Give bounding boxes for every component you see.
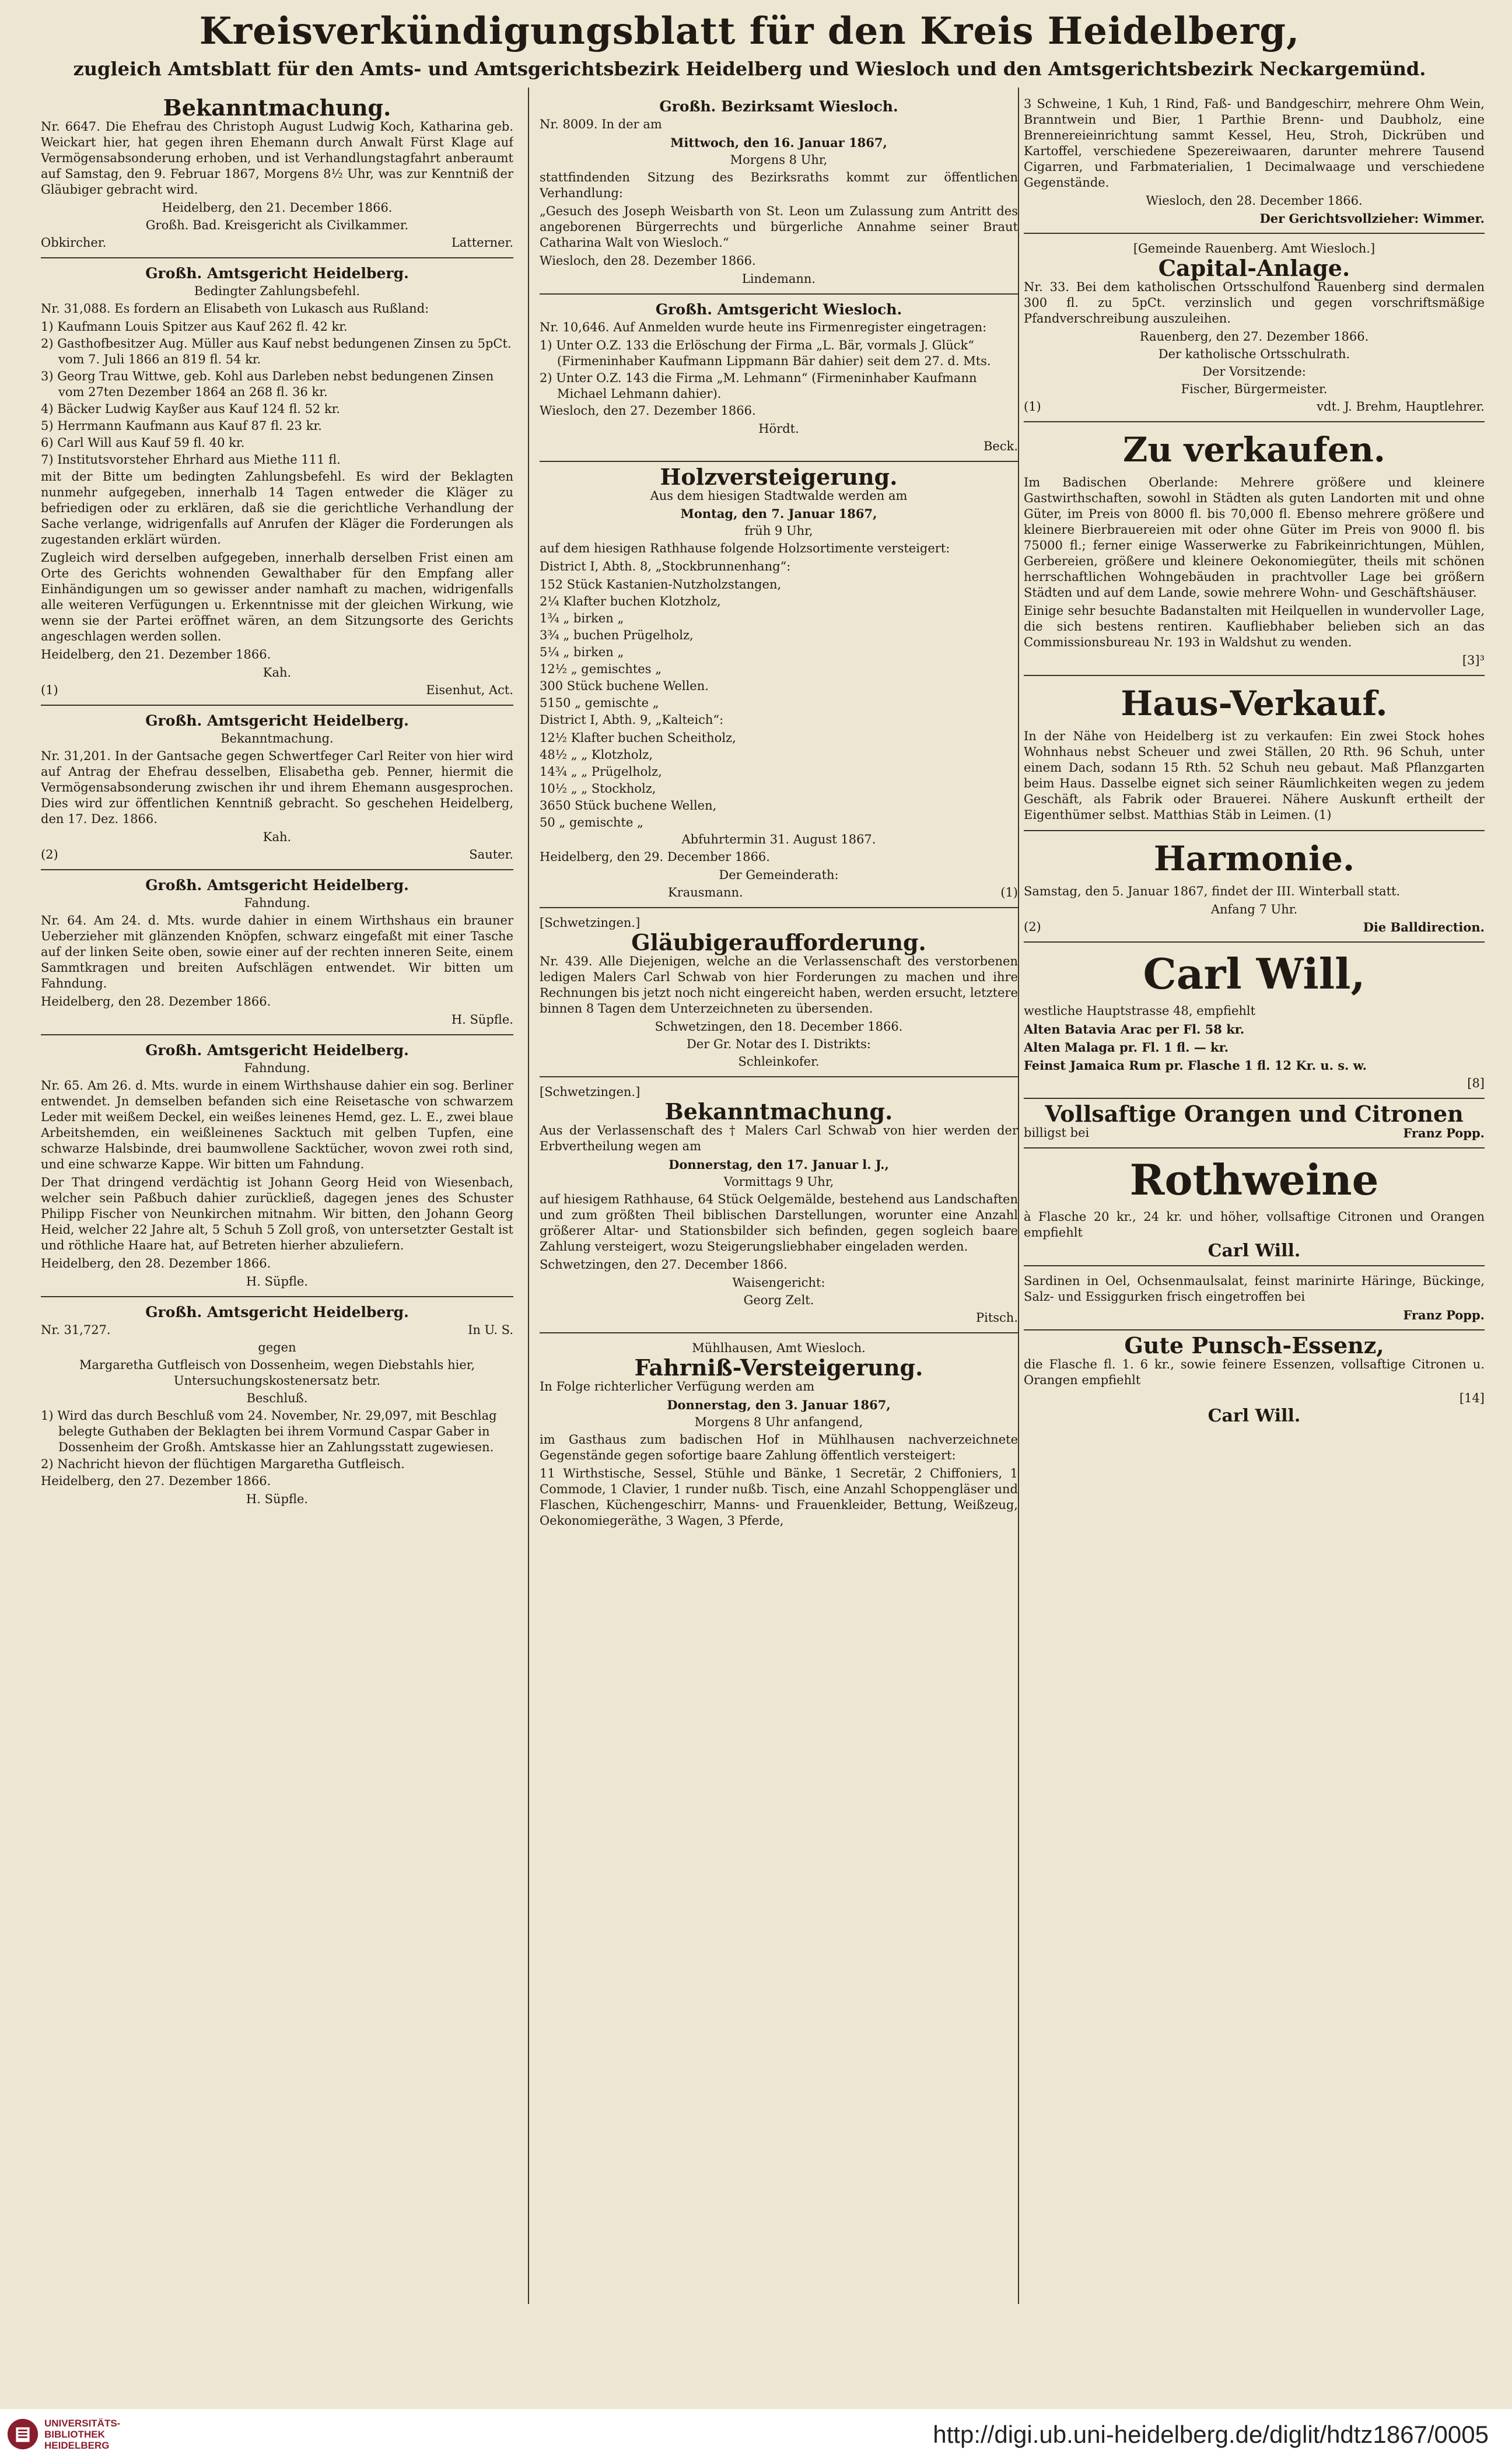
ad-mark: [8] (1467, 1076, 1485, 1090)
notice-subheading: Bedingter Zahlungsbefehl. (194, 284, 360, 298)
notice-body: Nr. 64. Am 24. d. Mts. wurde dahier in einem Wirthshaus ein brauner Ueberzieher mit glänzenden Knöpfen, schwarz eingefaßt mit einer Tasche auf der linken Seite oben, sowie einer auf der rechten inneren Seite, einem Sammtkragen und breiten Aufschlägen entwendet. Wir bitten um Fahndung. (41, 913, 513, 990)
notice-council: Der Gemeinderath: (719, 868, 839, 882)
notice-fahrniss-continued (1024, 96, 1485, 234)
notice-place-date: Heidelberg, den 21. December 1866. (162, 201, 393, 215)
ad-body: die Flasche fl. 1. 6 kr., sowie feinere Essenzen, vollsaftige Citronen u. Orangen empfiehlt (1024, 1357, 1485, 1387)
notice-items: 11 Wirthstische, Sessel, Stühle und Bänke, 1 Secretär, 2 Chiffoniers, 1 Commode, 1 Clavier, 1 runder nußb. Tisch, eine Anzahl Schoppengläser und Flaschen, Küchengeschirr, Manns- und Frauenkleider, Bettung, Weißzeug, Oekonomiegeräthe, 3 Wagen, 3 Pferde, (540, 1466, 1018, 1528)
notice-body: Nr. 65. Am 26. d. Mts. wurde in einem Wirthshause dahier ein sog. Berliner entwendet. Jn demselben befanden sich eine Reisetasche von schwarzem Leder mit weißem Deckel, ein weißes leinenes Hemd, gez. L. E., zwei blaue Arbeitshemden, ein weißleinenes Sacktuch mit gelben Tupfen, eine schwarze Halsbinde, drei baumwollene Sacktücher, wovon zwei roth sind, und eine schwarze Kappe. Wir bitten um Fahndung. (41, 1079, 513, 1171)
footer-bar (0, 2409, 1512, 2458)
notice-signature: Der Gerichtsvollzieher: Wimmer. (1259, 211, 1485, 226)
ad-heading: Gute Punsch-Essenz, (1124, 1332, 1384, 1358)
notice-mark: (2) (41, 848, 58, 862)
notice-against: gegen (258, 1340, 296, 1354)
notice-heading: Großh. Amtsgericht Heidelberg. (145, 712, 409, 729)
notice-quote: „Gesuch des Joseph Weisbarth von St. Leon um Zulassung zum Antritt des angeborenen Bürgerrechts und bürgerliche Annahme seiner Braut Catharina Walt von Wiesloch.“ (540, 204, 1018, 250)
notice-time: Morgens 8 Uhr, (730, 153, 828, 167)
notice-heading: Großh. Amtsgericht Heidelberg. (145, 265, 409, 282)
notice-body: Der That dringend verdächtig ist Johann Georg Heid von Wiesenbach, welcher sein Paßbuch dahier zurückließ, dagegen jenes des Schuster Philipp Fischer von Neunkirchen mitnahm. Wir bitten, den Johann Georg Heid, welcher 22 Jahre alt, 5 Schuh 5 Zoll groß, von untersetzter Gestalt ist und röthliche Haare hat, auf Betreten hierher abzuliefern. (41, 1175, 513, 1252)
ad-body: Einige sehr besuchte Badanstalten mit Heilquellen in wundervoller Lage, die sich bestens rentiren. Kaufliebhaber belieben sich an das Commissionsbureau Nr. 193 in Waldshut zu wenden. (1024, 604, 1485, 649)
notice-fahndung-coat (41, 877, 513, 1035)
ad-body: billigst bei (1024, 1126, 1090, 1140)
notice-time: Vormittags 9 Uhr, (723, 1175, 834, 1189)
ad-signature: Carl Will. (1208, 1241, 1301, 1261)
ad-punsch (1024, 1332, 1485, 1430)
ad-body: Im Badischen Oberlande: Mehrere größere und kleinere Gastwirthschaften, sowohl in Städten als guten Landorten mit und ohne Güter, im Preis von 8000 fl. bis 70,000 fl. Ebenso mehrere größere und kleinere Bierbrauereien mit oder ohne Güter im Preis von 9000 fl. bis 75000 fl.; ferner einige Wasserwerke zu Fabrikeinrichtungen, Mühlen, Gerbereien, größere und kleinere Oekonomiegüter, theils mit schönen herrschaftlichen Wohngebäuden in prachtvoller Lage bei größern Städten und auf dem Lande, sowie mehrere Wohn- und Geschäftshäuser. (1024, 475, 1485, 600)
notice-payment-order (41, 265, 513, 706)
notice-signature: Lindemann. (741, 272, 816, 286)
wood-item: 3650 Stück buchene Wellen, (540, 799, 717, 813)
notice-signature: Obkircher. (41, 236, 107, 250)
ad-price-line: Alten Malaga pr. Fl. 1 fl. — kr. (1024, 1040, 1229, 1055)
notice-council: Der katholische Ortsschulrath. (1158, 347, 1350, 361)
ad-sardinen (1024, 1273, 1485, 1330)
notice-lead: In Folge richterlicher Verfügung werden am (540, 1379, 815, 1393)
claim-item: 3) Georg Trau Wittwe, geb. Kohl aus Darleben nebst bedungenen Zinsen vom 27ten Dezember 1864 an 268 fl. 36 kr. (41, 369, 494, 399)
claim-item: 1) Kaufmann Louis Spitzer aus Kauf 262 fl. 42 kr. (41, 320, 348, 334)
notice-place-date: Heidelberg, den 28. Dezember 1866. (41, 995, 271, 1009)
notice-body: auf hiesigem Rathhause, 64 Stück Oelgemälde, bestehend aus Landschaften und zum größten Theil biblischen Darstellungen, worunter eine Anzahl größerer Altar- und Stationsbilder sich befinden, gegen sogleich baare Zahlung versteigert, wozu Steigerungsliebhaber eingeladen werden. (540, 1192, 1018, 1253)
notice-office: Waisengericht: (732, 1276, 825, 1290)
ad-mark: [14] (1459, 1391, 1485, 1405)
notice-mark: (1) (1000, 885, 1018, 899)
wood-item: 14¾ „ „ Prügelholz, (540, 765, 662, 779)
wood-item: 48½ „ „ Klotzholz, (540, 748, 653, 762)
column-divider (1018, 87, 1019, 2304)
notice-place-date: Wiesloch, den 28. December 1866. (1146, 194, 1363, 208)
notice-signature: Sauter. (469, 848, 513, 862)
wood-item: 12½ Klafter buchen Scheitholz, (540, 731, 736, 745)
notice-time: Morgens 8 Uhr anfangend, (694, 1415, 863, 1429)
notice-heading: Großh. Amtsgericht Wiesloch. (655, 301, 902, 318)
notice-place-date: Heidelberg, den 29. December 1866. (540, 850, 770, 864)
notice-body: Nr. 33. Bei dem katholischen Ortsschulfond Rauenberg sind dermalen 300 fl. zu 5pCt. verzinslich und gegen vorschriftsmäßige Pfandverschreibung auszuleihen. (1024, 280, 1485, 325)
notice-body: Nr. 439. Alle Diejenigen, welche an die Verlassenschaft des verstorbenen ledigen Malers Carl Schwab von hier Forderungen zu machen und ihre Rechnungen bis jetzt noch nicht eingereicht haben, werden ersucht, letztere binnen 8 Tagen dem Unterzeichneten zu übersenden. (540, 954, 1018, 1016)
ad-haus-verkauf (1024, 683, 1485, 831)
notice-reference: In U. S. (468, 1323, 513, 1337)
notice-date: Donnerstag, den 3. Januar 1867, (667, 1398, 891, 1412)
notice-place-date: Rauenberg, den 27. Dezember 1866. (1139, 330, 1369, 344)
notice-signature: H. Süpfle. (246, 1492, 309, 1506)
wood-item: 152 Stück Kastanien-Nutzholzstangen, (540, 577, 782, 591)
claim-item: 6) Carl Will aus Kauf 59 fl. 40 kr. (41, 436, 245, 450)
ad-signature: Franz Popp. (1403, 1126, 1485, 1140)
notice-firmenregister (540, 302, 1018, 462)
notice-heading: Großh. Amtsgericht Heidelberg. (145, 1304, 409, 1321)
notice-time: früh 9 Uhr, (744, 524, 813, 538)
notice-body: im Gasthaus zum badischen Hof in Mühlhausen nachverzeichnete Gegenstände gegen sofortige baare Zahlung öffentlich versteigert: (540, 1433, 1018, 1462)
ad-address: westliche Hauptstrasse 48, empfiehlt (1024, 1004, 1256, 1018)
notice-signature: Kah. (262, 666, 292, 680)
notice-gemaelde (540, 1084, 1018, 1333)
ad-body: In der Nähe von Heidelberg ist zu verkaufen: Ein zwei Stock hohes Wohnhaus nebst Scheuer und zwei Ställen, 20 Rth. 96 Schuh, unter einem Dach, sodann 15 Rth. 52 Schuh neu gebaut. Maß Pflanzgarten beim Haus. Dasselbe eignet sich seiner Räumlichkeiten wegen zu jedem Geschäft, als Fabrik oder Brauerei. Nähere Auskunft ertheilt der Eigenthümer selbst. Matthias Stäb in Leimen. (1) (1024, 729, 1485, 822)
ad-signature: Franz Popp. (1403, 1308, 1485, 1322)
register-item: 2) Unter O.Z. 143 die Firma „M. Lehmann“ (Firmeninhaber Kaufmann Michael Lehmann dahier). (540, 371, 977, 401)
column-divider (528, 87, 529, 2304)
column-right (1024, 96, 1485, 2301)
notice-body: mit der Bitte um bedingten Zahlungsbefehl. Es wird der Beklagten nunmehr aufgegeben, innerhalb 14 Tagen entweder die Kläger zu befriedigen oder zu erklären, daß sie die gerichtliche Verhandlung der Sache verlange, widrigenfalls auf Anrufen der Kläger die Forderungen als zugestanden erklärt würden. (41, 470, 513, 547)
notice-mark: (1) (1024, 400, 1041, 414)
decision-item: 1) Wird das durch Beschluß vom 24. November, Nr. 29,097, mit Beschlag belegte Guthaben der Beklagten bei ihrem Vormund Caspar Gaber in Dossenheim der Großh. Amtskasse hier an Zahlungsstatt zugewiesen. (41, 1409, 497, 1454)
notice-heading: Fahrniß-Versteigerung. (634, 1354, 923, 1381)
column-middle (540, 96, 1018, 2301)
ad-time: Anfang 7 Uhr. (1210, 902, 1298, 916)
wood-item: 2¼ Klafter buchen Klotzholz, (540, 594, 721, 608)
notice-signature: H. Süpfle. (451, 1013, 513, 1027)
notice-subheading: Fahndung. (244, 1061, 310, 1075)
notice-signature: Hördt. (758, 422, 799, 436)
notice-body: Nr. 31,201. In der Gantsache gegen Schwertfeger Carl Reiter von hier wird auf Antrag der Ehefrau desselben, Elisabetha geb. Penner, hiermit die Vermögensabsonderung zwischen ihr und ihrem Ehemann ausgesprochen. Dies wird zur öffentlichen Kenntniß gebracht. So geschehen Heidelberg, den 17. Dez. 1866. (41, 749, 513, 826)
notice-signature: Georg Zelt. (743, 1293, 814, 1307)
notice-signature: Pitsch. (975, 1311, 1018, 1325)
ad-mark: [3]³ (1462, 653, 1485, 667)
notice-place-date: Wiesloch, den 28. Dezember 1866. (540, 254, 756, 268)
ad-heading: Haus-Verkauf. (1121, 684, 1388, 723)
ad-rothweine (1024, 1156, 1485, 1266)
notice-court: Großh. Bad. Kreisgericht als Civilkammer. (145, 218, 409, 232)
wood-item: 1¾ „ birken „ (540, 611, 624, 625)
notice-lead: Aus der Verlassenschaft des † Malers Carl Schwab von hier werden der Erbvertheilung wegen am (540, 1123, 1018, 1153)
notice-place: [Schwetzingen.] (540, 916, 640, 930)
notice-signature: Eisenhut, Act. (426, 683, 513, 697)
notice-divorce-koch (41, 96, 513, 258)
ad-carl-will-spirits (1024, 950, 1485, 1099)
decision-item: 2) Nachricht hievon der flüchtigen Margaretha Gutfleisch. (41, 1457, 405, 1471)
notice-place-date: Heidelberg, den 28. Dezember 1866. (41, 1256, 271, 1270)
notice-office: Der Gr. Notar des I. Distrikts: (686, 1037, 872, 1051)
wood-item: 10½ „ „ Stockholz, (540, 782, 656, 796)
ad-body: Samstag, den 5. Januar 1867, findet der III. Winterball statt. (1024, 884, 1401, 898)
notice-bezirksrath (540, 99, 1018, 295)
notice-body: Nr. 6647. Die Ehefrau des Christoph August Ludwig Koch, Katharina geb. Weickart hier, hat gegen ihren Ehemann durch Anwalt Fürst Klage auf Vermögensabsonderung erhoben, und ist Verhandlungstagfahrt anberaumt auf Samstag, den 9. Februar 1867, Morgens 8½ Uhr, was zur Kenntniß der Gläubiger gebracht wird. (41, 120, 513, 197)
district-heading: District I, Abth. 9, „Kalteich“: (540, 713, 724, 727)
notice-heading: Großh. Amtsgericht Heidelberg. (145, 877, 409, 894)
wood-item: 50 „ gemischte „ (540, 815, 643, 829)
ad-signature: Die Balldirection. (1363, 920, 1485, 934)
newspaper-subtitle: zugleich Amtsblatt für den Amts- und Amtsgerichtsbezirk Heidelberg und Wiesloch und den Amtsgerichtsbezirk Neckargemünd. (73, 58, 1426, 80)
notice-lead: Nr. 8009. In der am (540, 117, 662, 131)
newspaper-title: Kreisverkündigungsblatt für den Kreis Heidelberg, (199, 9, 1300, 53)
wood-item: 300 Stück buchene Wellen. (540, 679, 709, 693)
notice-signature: Schleinkofer. (738, 1055, 820, 1069)
notice-fahndung-heid (41, 1042, 513, 1297)
notice-capital (1024, 241, 1485, 422)
claim-item: 7) Institutsvorsteher Ehrhard aus Miethe 111 fl. (41, 453, 341, 467)
ad-heading: Rothweine (1129, 1155, 1379, 1205)
wood-item: 12½ „ gemischtes „ (540, 662, 662, 676)
column-left (41, 96, 513, 2301)
notice-place-date: Wiesloch, den 27. Dezember 1866. (540, 404, 756, 418)
notice-heading: Holzversteigerung. (660, 464, 898, 490)
ad-price-line: Alten Batavia Arac per Fl. 58 kr. (1024, 1022, 1245, 1037)
notice-intro: Nr. 31,088. Es fordern an Elisabeth von Lukasch aus Rußland: (41, 302, 429, 316)
notice-date: Donnerstag, den 17. Januar l. J., (668, 1157, 889, 1172)
register-item: 1) Unter O.Z. 133 die Erlöschung der Firma „L. Bär, vormals J. Glück“ (Firmeninhaber Kaufmann Lippmann Bär dahier) seit dem 27. d. Mts. (540, 338, 991, 368)
library-logo-text: UNIVERSITÄTS- BIBLIOTHEK HEIDELBERG (44, 2417, 121, 2451)
ad-price-line: Feinst Jamaica Rum pr. Flasche 1 fl. 12 Kr. u. s. w. (1024, 1058, 1367, 1073)
notice-heading: Bekanntmachung. (664, 1098, 893, 1125)
notice-signature: H. Süpfle. (246, 1274, 309, 1288)
notice-party: Margaretha Gutfleisch von Dossenheim, wegen Diebstahls hier, Untersuchungskostenersatz betr. (79, 1358, 475, 1388)
ad-heading: Vollsaftige Orangen und Citronen (1045, 1101, 1464, 1127)
notice-chair: Der Vorsitzende: (1202, 365, 1306, 379)
claim-item: 5) Herrmann Kaufmann aus Kauf 87 fl. 23 kr. (41, 419, 322, 433)
notice-heading: Gläubigeraufforderung. (631, 929, 926, 955)
wood-item: 3¾ „ buchen Prügelholz, (540, 628, 694, 642)
ad-harmonie (1024, 838, 1485, 943)
ad-body: à Flasche 20 kr., 24 kr. und höher, vollsaftige Citronen und Orangen empfiehlt (1024, 1210, 1485, 1239)
notice-signature: Fischer, Bürgermeister. (1181, 382, 1328, 396)
notice-decision: Beschluß. (246, 1391, 308, 1405)
masthead (35, 6, 1464, 80)
notice-heading: Bekanntmachung. (163, 96, 391, 121)
notice-body: Nr. 10,646. Auf Anmelden wurde heute ins Firmenregister eingetragen: (540, 320, 987, 334)
notice-glaeubigeraufforderung (540, 915, 1018, 1077)
notice-holzversteigerung (540, 464, 1018, 908)
digitization-url-link[interactable]: http://digi.ub.uni-heidelberg.de/diglit/hdtz1867/0005 (933, 2421, 1489, 2448)
ad-heading: Harmonie. (1153, 839, 1355, 878)
notice-signature: Kah. (262, 830, 292, 844)
wood-item: 5¼ „ birken „ (540, 645, 624, 659)
library-logo[interactable] (6, 2414, 187, 2455)
notice-lead: Aus dem hiesigen Stadtwalde werden am (650, 489, 908, 503)
wood-item: 5150 „ gemischte „ (540, 696, 659, 710)
notice-heading: Großh. Bezirksamt Wiesloch. (659, 98, 898, 115)
notice-mark: (1) (41, 683, 58, 697)
notice-subheading: Fahndung. (244, 896, 310, 910)
ad-body: Sardinen in Oel, Ochsenmaulsalat, feinst marinirte Häringe, Bückinge, Salz- und Essiggurken frisch eingetroffen bei (1024, 1274, 1485, 1304)
ad-heading: Zu verkaufen. (1122, 430, 1385, 470)
notice-body: Zugleich wird derselben aufgegeben, innerhalb derselben Frist einen am Orte des Gerichts wohnenden Gewalthaber für den Empfang aller Einhändigungen um so gewisser ander namhaft zu machen, widrigenfalls alle weiteren Verfügungen u. Erkenntnisse mit der gleichen Wirkung, wie wenn sie der Partei eröffnet wären, an dem Sitzungsorte des Gerichts angeschlagen werden sollen. (41, 551, 513, 643)
notice-place: Mühlhausen, Amt Wiesloch. (692, 1341, 866, 1355)
notice-signature: Beck. (983, 439, 1018, 453)
notice-heading: Capital-Anlage. (1158, 255, 1350, 281)
district-heading: District I, Abth. 8, „Stockbrunnenhang“: (540, 559, 791, 573)
notice-heading: Großh. Amtsgericht Heidelberg. (145, 1042, 409, 1059)
ad-mark: (2) (1024, 920, 1041, 934)
notice-place-date: Heidelberg, den 27. Dezember 1866. (41, 1474, 271, 1488)
notice-gant-reiter (41, 713, 513, 870)
notice-gutfleisch (41, 1304, 513, 1514)
ad-heading: Carl Will, (1143, 949, 1366, 999)
claim-item: 2) Gasthofbesitzer Aug. Müller aus Kauf nebst bedungenen Zinsen zu 5pCt. vom 7. Juli 1866 an 819 fl. 54 kr. (41, 337, 512, 366)
notice-subheading: Bekanntmachung. (220, 731, 334, 745)
notice-place: [Gemeinde Rauenberg. Amt Wiesloch.] (1133, 241, 1376, 255)
ad-zu-verkaufen (1024, 429, 1485, 676)
notice-date: Montag, den 7. Januar 1867, (680, 506, 877, 521)
notice-reference: Nr. 31,727. (41, 1323, 111, 1337)
notice-place-date: Schwetzingen, den 27. December 1866. (540, 1258, 788, 1272)
ad-orangen (1024, 1101, 1485, 1149)
notice-place: [Schwetzingen.] (540, 1085, 640, 1099)
notice-body: auf dem hiesigen Rathhause folgende Holzsortimente versteigert: (540, 541, 950, 555)
notice-deadline: Abfuhrtermin 31. August 1867. (681, 832, 876, 846)
notice-place-date: Heidelberg, den 21. Dezember 1866. (41, 647, 271, 661)
notice-date: Mittwoch, den 16. Januar 1867, (670, 135, 887, 150)
notice-signature: Krausmann. (668, 885, 743, 899)
ad-signature: Carl Will. (1208, 1406, 1301, 1426)
notice-body: stattfindenden Sitzung des Bezirksraths kommt zur öffentlichen Verhandlung: (540, 170, 1018, 200)
notice-signature: vdt. J. Brehm, Hauptlehrer. (1317, 400, 1485, 414)
notice-place-date: Schwetzingen, den 18. December 1866. (654, 1020, 903, 1034)
notice-body: 3 Schweine, 1 Kuh, 1 Rind, Faß- und Bandgeschirr, mehrere Ohm Wein, Branntwein und Bier, 1 Parthie Brenn- und Daubholz, eine Brennereieinrichtung sammt Kessel, Heu, Stroh, Dickrüben und Kartoffel, verschiedene Spezereiwaaren, darunter mehrere Tausend Cigarren, und Farbmaterialien, 1 Decimalwaage und verschiedene Gegenstände. (1024, 97, 1485, 190)
notice-fahrniss (540, 1340, 1018, 1536)
library-seal-icon (6, 2417, 40, 2451)
notice-signature: Latterner. (451, 236, 513, 250)
claim-item: 4) Bäcker Ludwig Kayßer aus Kauf 124 fl. 52 kr. (41, 402, 341, 416)
